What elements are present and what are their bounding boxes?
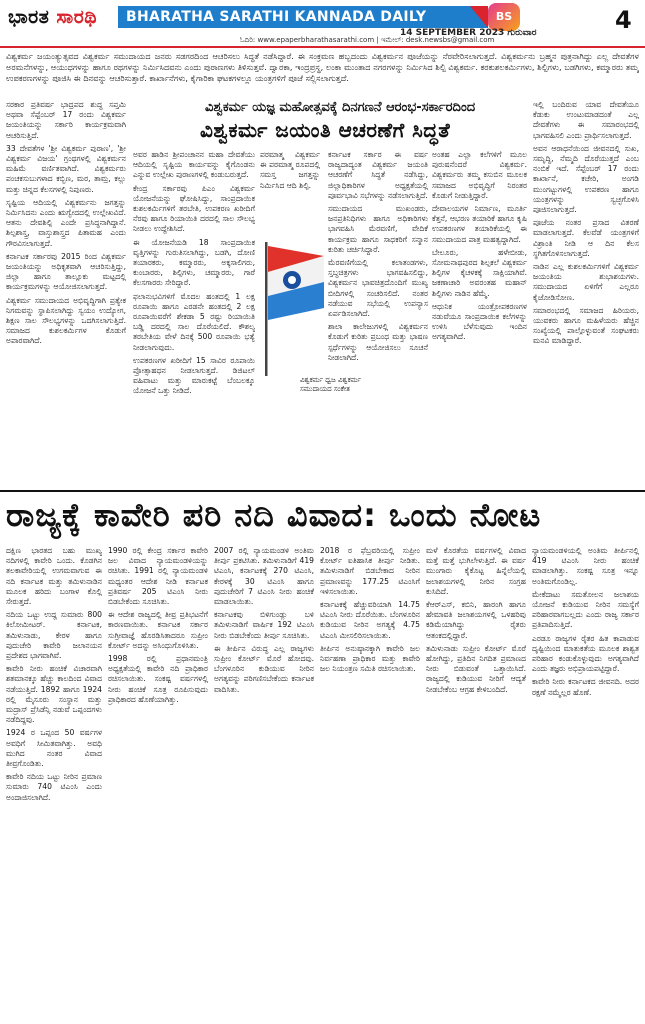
paragraph: 2007 ರಲ್ಲಿ ನ್ಯಾಯಮಂಡಳಿ ಅಂತಿಮ ತೀರ್ಪು ಪ್ರಕಟಿಸಿತು. ತಮಿಳುನಾಡಿಗೆ 419 ಟಿಎಂಸಿ, ಕರ್ನಾಟಕಕ್ಕೆ 270 ಟಿಎಂಸಿ, ಕೇರಳಕ್ಕೆ 30 ಟಿಎಂಸಿ ಹಾಗೂ ಪುದುಚೇರಿಗೆ 7 ಟಿಎಂಸಿ ನೀರು ಹಂಚಿಕೆ ಮಾಡಲಾಯಿತು. <box>214 546 314 607</box>
brand-logo-text <box>8 6 97 28</box>
paragraph: ಸಮಾರಂಭದಲ್ಲಿ ಸಮಾಜದ ಹಿರಿಯರು, ಯುವಕರು ಹಾಗೂ ಮಹಿಳೆಯರು ಹೆಚ್ಚಿನ ಸಂಖ್ಯೆಯಲ್ಲಿ ಪಾಲ್ಗೊಳ್ಳುವಂತೆ ಸಂಘಟಕರು ಮನವಿ ಮಾಡಿದ್ದಾರೆ. <box>533 305 639 346</box>
flag-emblem-center <box>288 276 296 284</box>
paragraph: ಈ ಆದೇಶ ರಾಜ್ಯದಲ್ಲಿ ತೀವ್ರ ಪ್ರತಿಭಟನೆಗೆ ಕಾರಣವಾಯಿತು. ಕರ್ನಾಟಕ ಸರ್ಕಾರ ಸುಗ್ರೀವಾಜ್ಞೆ ಹೊರಡಿಸಿತಾದರೂ ಸುಪ್ರೀಂ ಕೋರ್ಟ್ ಅದನ್ನು ಅಸಿಂಧುಗೊಳಿಸಿತು. <box>108 610 208 650</box>
banner-accent-shape <box>470 6 488 28</box>
masthead-subline: ಓದಿರಿ: www.epaperbharathasarathi.com | ಇಮೇಲ್: desk.newsbs@gmail.com <box>240 36 495 44</box>
paragraph: ಶಾಲಾ ಕಾಲೇಜುಗಳಲ್ಲಿ ವಿಶ್ವಕರ್ಮನ ಕೊಡುಗೆ ಕುರಿತು ಪ್ರಬಂಧ ಮತ್ತು ಭಾಷಣ ಸ್ಪರ್ಧೆಗಳನ್ನು ಆಯೋಜಿಸಲು ಸೂಚನೆ ನೀಡಲಾಗಿದೆ. <box>328 322 428 362</box>
section-separator <box>0 490 645 492</box>
top-article-headline: ವಿಶ್ವಕರ್ಮ ಜಯಂತಿ ಆಚರಣೆಗೆ ಸಿದ್ಧತೆ <box>200 118 451 142</box>
paragraph: ಬೇಲೂರು, ಹಳೇಬೀಡು, ಸೋಮನಾಥಪುರದ ಶಿಲ್ಪಕಲೆ ವಿಶ್ವಕರ್ಮ ಶಿಲ್ಪಿಗಳ ಕೈಚಳಕಕ್ಕೆ ಸಾಕ್ಷಿಯಾಗಿವೆ. ಜಕಣಾಚಾರಿ ಅವರಂತಹ ಮಹಾನ್ ಶಿಲ್ಪಿಗಳು ನಾಡಿನ ಹೆಮ್ಮೆ. <box>432 247 527 298</box>
paragraph: ಕರ್ನಾಟಕ ಸರ್ಕಾರ ಈ ವರ್ಷ ರಾಜ್ಯದಾದ್ಯಂತ ವಿಶ್ವಕರ್ಮ ಜಯಂತಿ ಆಚರಣೆಗೆ ಸಿದ್ಧತೆ ನಡೆಸಿದ್ದು, ಜಿಲ್ಲಾಧಿಕಾರಿಗಳ ಅಧ್ಯಕ್ಷತೆಯಲ್ಲಿ ಪೂರ್ವಭಾವಿ ಸಭೆಗಳನ್ನು ನಡೆಸಲಾಗುತ್ತಿದೆ. <box>328 150 428 200</box>
issue-date: 14 SEPTEMBER 2023 ಗುರುವಾರ <box>400 28 537 38</box>
paragraph: 1924 ರ ಒಪ್ಪಂದ 50 ವರ್ಷಗಳ ಅವಧಿಗೆ ಸೀಮಿತವಾಗಿತ್ತು. ಅವಧಿ ಮುಗಿದ ನಂತರ ವಿವಾದ ತೀವ್ರಗೊಂಡಿತು. <box>6 728 102 769</box>
paragraph: ಕೇಂದ್ರ ಸರ್ಕಾರವು ಪಿಎಂ ವಿಶ್ವಕರ್ಮ ಯೋಜನೆಯನ್ನು ಘೋಷಿಸಿದ್ದು, ಸಾಂಪ್ರದಾಯಿಕ ಕುಶಲಕರ್ಮಿಗಳಿಗೆ ತರಬೇತಿ, ಉಪಕರಣ ಖರೀದಿಗೆ ನೆರವು ಹಾಗೂ ರಿಯಾಯಿತಿ ದರದಲ್ಲಿ ಸಾಲ ಸೌಲಭ್ಯ ನೀಡಲು ಉದ್ದೇಶಿಸಿದೆ. <box>133 183 255 234</box>
paragraph: ಸರಕಾರ ಪ್ರತಿವರ್ಷ ಭಾದ್ರಪದ ಶುದ್ಧ ಸಪ್ತಮಿ ಅಥವಾ ಸೆಪ್ಟೆಂಬರ್ 17 ರಂದು ವಿಶ್ವಕರ್ಮ ಜಯಂತಿಯನ್ನು ಸರ್ಕಾರಿ ಕಾರ್ಯಕ್ರಮವಾಗಿ ಆಚರಿಸುತ್ತಿದೆ. <box>6 100 126 140</box>
paragraph: ಕಾವೇರಿ ನದಿಯ ಒಟ್ಟು ನೀರಿನ ಪ್ರಮಾಣ ಸುಮಾರು 740 ಟಿಎಂಸಿ ಎಂದು ಅಂದಾಜಿಸಲಾಗಿದೆ. <box>6 772 102 802</box>
paragraph: ನದಿಯ ಒಟ್ಟು ಉದ್ದ ಸುಮಾರು 800 ಕಿಲೋಮೀಟರ್. ಕರ್ನಾಟಕ, ತಮಿಳುನಾಡು, ಕೇರಳ ಹಾಗೂ ಪುದುಚೇರಿ ಕಾವೇರಿ ಜಲಾನಯನ ಪ್ರದೇಶದ ಭಾಗವಾಗಿವೆ. <box>6 610 102 661</box>
bottom-article-column-5 <box>426 546 526 1020</box>
top-article-column-2 <box>133 150 255 486</box>
paragraph: ಎರಡೂ ರಾಜ್ಯಗಳ ರೈತರ ಹಿತ ಕಾಪಾಡುವ ದೃಷ್ಟಿಯಿಂದ ಮಾತುಕತೆಯ ಮೂಲಕ ಶಾಶ್ವತ ಪರಿಹಾರ ಕಂಡುಕೊಳ್ಳುವುದು ಅಗತ್ಯವಾಗಿದೆ ಎಂದು ತಜ್ಞರು ಅಭಿಪ್ರಾಯಪಟ್ಟಿದ್ದಾರೆ. <box>532 633 639 674</box>
top-article-kicker: ವಿಶ್ವಕರ್ಮ ಯಜ್ಞ ಮಹೋತ್ಸವಕ್ಕೆ ದಿನಗಣನೆ ಆರಂಭ-ಸರ್ಕಾರದಿಂದ <box>205 100 476 115</box>
paragraph: ಪೂಜೆಯ ನಂತರ ಪ್ರಸಾದ ವಿತರಣೆ ಮಾಡಲಾಗುತ್ತದೆ. ಕೆಲವೆಡೆ ಯಂತ್ರಗಳಿಗೆ ವಿಶ್ರಾಂತಿ ನೀಡಿ ಆ ದಿನ ಕೆಲಸ ಸ್ಥಗಿತಗೊಳಿಸಲಾಗುತ್ತದೆ. <box>533 218 639 258</box>
top-article-column-5 <box>432 150 527 486</box>
top-article-column-3 <box>260 150 320 240</box>
page-number: 4 <box>615 6 632 34</box>
paragraph: ಮೆರವಣಿಗೆಯಲ್ಲಿ ಕಲಾತಂಡಗಳು, ಸ್ತಬ್ಧಚಿತ್ರಗಳು ಭಾಗವಹಿಸಲಿದ್ದು, ವಿಶ್ವಕರ್ಮನ ಭಾವಚಿತ್ರದೊಂದಿಗೆ ಮುಖ್ಯ ಬೀದಿಗಳಲ್ಲಿ ಸಂಚರಿಸಲಿದೆ. ನಂತರ ನಡೆಯುವ ಸಭೆಯಲ್ಲಿ ಉಪನ್ಯಾಸ ಏರ್ಪಡಿಸಲಾಗಿದೆ. <box>328 258 428 319</box>
paragraph: ಕಾವೇರಿ ನೀರು ಹಂಚಿಕೆ ವಿಚಾರವಾಗಿ ಶತಮಾನಕ್ಕೂ ಹೆಚ್ಚು ಕಾಲದಿಂದ ವಿವಾದ ನಡೆಯುತ್ತಿದೆ. 1892 ಹಾಗೂ 1924 ರಲ್ಲಿ ಮೈಸೂರು ಸಂಸ್ಥಾನ ಮತ್ತು ಮದ್ರಾಸ್ ಪ್ರೆಸಿಡೆನ್ಸಿ ನಡುವೆ ಒಪ್ಪಂದಗಳು ನಡೆದಿದ್ದವು. <box>6 664 102 725</box>
paragraph: ಸಮುದಾಯದ ಮುಖಂಡರು, ಜನಪ್ರತಿನಿಧಿಗಳು ಹಾಗೂ ಅಧಿಕಾರಿಗಳು ಭಾಗವಹಿಸಿ ಮೆರವಣಿಗೆ, ವೇದಿಕೆ ಕಾರ್ಯಕ್ರಮ ಹಾಗೂ ಸಾಧಕರಿಗೆ ಸನ್ಮಾನ ಕುರಿತು ಚರ್ಚಿಸಿದ್ದಾರೆ. <box>328 204 428 254</box>
vishwakarma-flag-image <box>262 238 328 378</box>
flag-caption: ವಿಶ್ವಕರ್ಮ ಧ್ವಜ ವಿಶ್ವಕರ್ಮ ಸಮುದಾಯದ ಸಂಕೇತ <box>300 376 362 393</box>
bottom-article-column-1 <box>6 546 102 1020</box>
paragraph: ಕರ್ನಾಟಕವು ಬಿಳಿಗುಂಡ್ಲು ಬಳಿ ತಮಿಳುನಾಡಿಗೆ ವಾರ್ಷಿಕ 192 ಟಿಎಂಸಿ ನೀರು ಬಿಡಬೇಕೆಂದು ತೀರ್ಪು ಸೂಚಿಸಿತು. <box>214 610 314 640</box>
paragraph: ಮೇಕೆದಾಟು ಸಮತೋಲನ ಜಲಾಶಯ ಯೋಜನೆ ಕುಡಿಯುವ ನೀರಿನ ಸಮಸ್ಯೆಗೆ ಪರಿಹಾರವಾಗಬಲ್ಲದು ಎಂದು ರಾಜ್ಯ ಸರ್ಕಾರ ಪ್ರತಿಪಾದಿಸುತ್ತಿದೆ. <box>532 589 639 630</box>
paragraph: ಮಳೆ ಕೊರತೆಯ ವರ್ಷಗಳಲ್ಲಿ ವಿವಾದ ಮತ್ತೆ ಮತ್ತೆ ಭುಗಿಲೇಳುತ್ತಿದೆ. ಈ ವರ್ಷ ಮುಂಗಾರು ಕೈಕೊಟ್ಟ ಹಿನ್ನೆಲೆಯಲ್ಲಿ ಜಲಾಶಯಗಳಲ್ಲಿ ನೀರಿನ ಸಂಗ್ರಹ ಕುಸಿದಿದೆ. <box>426 546 526 596</box>
bottom-article-column-2 <box>108 546 208 1020</box>
paragraph: ಕರ್ನಾಟಕಕ್ಕೆ ಹೆಚ್ಚುವರಿಯಾಗಿ 14.75 ಟಿಎಂಸಿ ನೀರು ದೊರೆಯಿತು. ಬೆಂಗಳೂರಿನ ಕುಡಿಯುವ ನೀರಿನ ಅಗತ್ಯಕ್ಕೆ 4.75 ಟಿಎಂಸಿ ಮೀಸಲಿರಿಸಲಾಯಿತು. <box>320 600 420 640</box>
paragraph: ಈ ಯೋಜನೆಯಡಿ 18 ಸಾಂಪ್ರದಾಯಿಕ ವೃತ್ತಿಗಳನ್ನು ಗುರುತಿಸಲಾಗಿದ್ದು, ಬಡಗಿ, ದೋಣಿ ತಯಾರಕರು, ಕಮ್ಮಾರರು, ಅಕ್ಕಸಾಲಿಗರು, ಕುಂಬಾರರು, ಶಿಲ್ಪಿಗಳು, ಚಮ್ಮಾರರು, ಗಾರೆ ಕೆಲಸಗಾರರು ಸೇರಿದ್ದಾರೆ. <box>133 237 255 288</box>
bottom-article-headline: ರಾಜ್ಯಕ್ಕೆ ಕಾವೇರಿ ಪರಿ ನದಿ ವಿವಾದ: ಒಂದು ನೋಟ <box>6 496 542 534</box>
top-article-column-6 <box>533 100 639 486</box>
paragraph: ಉಪಕರಣಗಳ ಖರೀದಿಗೆ 15 ಸಾವಿರ ರೂಪಾಯಿ ಪ್ರೋತ್ಸಾಹಧನ ನೀಡಲಾಗುತ್ತದೆ. ಡಿಜಿಟಲ್ ವಹಿವಾಟು ಮತ್ತು ಮಾರುಕಟ್ಟೆ ಬೆಂಬಲಕ್ಕೂ ಯೋಜನೆ ಒತ್ತು ನೀಡಿದೆ. <box>133 355 255 396</box>
masthead-rule <box>0 46 645 48</box>
brand-accent: ಸಾರಥಿ <box>56 6 98 28</box>
intro-strip: ವಿಶ್ವಕರ್ಮ ಜಯಂತ್ಯುತ್ಸವದ ವಿಶ್ವಕರ್ಮ ಸಮುದಾಯದ ಜನರು ಸಡಗರದಿಂದ ಆಚರಿಸಲು ಸಿದ್ಧತೆ ನಡೆಸಿದ್ದಾರೆ. ಈ ಸಂಕ್ರಮಣ ಹಬ್ಬದಂದು ವಿಶ್ವಕರ್ಮನ ಪೂಜೆಯನ್ನು ನೆರವೇರಿಸಲಾಗುತ್ತದೆ. ವಿಶ್ವಕರ್ಮನು ಬ್ರಹ್ಮನ ಪುತ್ರನಾಗಿದ್ದು ಎಲ್ಲ ದೇವತೆಗಳ ಅರಮನೆಗಳನ್ನು, ಆಯುಧಗಳನ್ನು ಹಾಗೂ ರಥಗಳನ್ನು ನಿರ್ಮಿಸಿದವನು ಎಂದು ಪುರಾಣಗಳು ತಿಳಿಸುತ್ತವೆ. ದ್ವಾರಕಾ, ಇಂದ್ರಪ್ರಸ್ಥ, ಲಂಕಾ ಮುಂತಾದ ನಗರಗಳನ್ನು ನಿರ್ಮಿಸಿದ ಶಿಲ್ಪಿ ವಿಶ್ವಕರ್ಮ. ಕರಕುಶಲಕರ್ಮಿಗಳು, ಶಿಲ್ಪಿಗಳು, ಬಡಗಿಗಳು, ಕಮ್ಮಾರರು ತಮ್ಮ ಉಪಕರಣಗಳನ್ನು ಪೂಜಿಸಿ ಈ ದಿನವನ್ನು ಆಚರಿಸುತ್ತಾರೆ. ಕಾರ್ಖಾನೆಗಳು, ಕೈಗಾರಿಕಾ ಘಟಕಗಳಲ್ಲೂ ಯಂತ್ರಗಳಿಗೆ ಪೂಜೆ ಸಲ್ಲಿಸಲಾಗುತ್ತದೆ. <box>6 51 639 83</box>
paragraph: ಅಂತಹ ಎಲ್ಲಾ ಕಲೆಗಳಿಗೆ ಮೂಲ ಪುರುಷನೆಂದರೆ ವಿಶ್ವಕರ್ಮ. ವಿಶ್ವಕರ್ಮರು ತಮ್ಮ ಕಸುಬಿನ ಮೂಲಕ ಸಮಾಜದ ಅಭಿವೃದ್ಧಿಗೆ ನಿರಂತರ ಕೊಡುಗೆ ನೀಡುತ್ತಿದ್ದಾರೆ. <box>432 150 527 200</box>
paragraph: 33 ದೇವತೆಗಳ 'ಶ್ರೀ ವಿಶ್ವಕರ್ಮ ಪುರಾಣ', 'ಶ್ರೀ ವಿಶ್ವಕರ್ಮ ವಿಜಯ' ಗ್ರಂಥಗಳಲ್ಲಿ ವಿಶ್ವಕರ್ಮನ ಮಹಿಮೆ ವರ್ಣಿತವಾಗಿದೆ. ವಿಶ್ವಕರ್ಮರು ಪಂಚಕಸುಬುಗಳಾದ ಕಬ್ಬಿಣ, ಮರ, ತಾಮ್ರ, ಕಲ್ಲು ಮತ್ತು ಚಿನ್ನದ ಕೆಲಸಗಳಲ್ಲಿ ನಿಪುಣರು. <box>6 143 126 194</box>
flag-pole <box>265 242 268 376</box>
paragraph: ದಕ್ಷಿಣ ಭಾರತದ ಬಹು ಮುಖ್ಯ ನದಿಗಳಲ್ಲಿ ಕಾವೇರಿ ಒಂದು. ಕೊಡಗಿನ ತಲಕಾವೇರಿಯಲ್ಲಿ ಉಗಮವಾಗುವ ಈ ನದಿ ಕರ್ನಾಟಕ ಮತ್ತು ತಮಿಳುನಾಡಿನ ಮೂಲಕ ಹರಿದು ಬಂಗಾಳ ಕೊಲ್ಲಿ ಸೇರುತ್ತದೆ. <box>6 546 102 607</box>
paragraph: ಈ ತೀರ್ಪಿನ ವಿರುದ್ಧ ಎಲ್ಲ ರಾಜ್ಯಗಳು ಸುಪ್ರೀಂ ಕೋರ್ಟ್ ಮೊರೆ ಹೋದವು. ಬೆಂಗಳೂರಿನ ಕುಡಿಯುವ ನೀರಿನ ಅಗತ್ಯವನ್ನು ಪರಿಗಣಿಸಬೇಕೆಂದು ಕರ್ನಾಟಕ ವಾದಿಸಿತು. <box>214 643 314 694</box>
paragraph: ನ್ಯಾಯಮಂಡಳಿಯಲ್ಲಿ ಅಂತಿಮ ತೀರ್ಪಿನಲ್ಲಿ 419 ಟಿಎಂಸಿ ನೀರು ಹಂಚಿಕೆ ಮಾಡಲಾಗಿತ್ತು. ಸಂಕಷ್ಟ ಸೂತ್ರ ಇನ್ನೂ ಅಂತಿಮಗೊಂಡಿಲ್ಲ. <box>532 546 639 586</box>
paragraph: ತಮಿಳುನಾಡು ಸುಪ್ರೀಂ ಕೋರ್ಟ್ ಮೊರೆ ಹೋಗಿದ್ದು, ಪ್ರತಿದಿನ ನಿಗದಿತ ಪ್ರಮಾಣದ ನೀರು ಬಿಡುವಂತೆ ಒತ್ತಾಯಿಸಿದೆ. ರಾಜ್ಯದಲ್ಲಿ ಕುಡಿಯುವ ನೀರಿಗೆ ಆದ್ಯತೆ ನೀಡಬೇಕೆಂಬ ಆಗ್ರಹ ಕೇಳಿಬಂದಿದೆ. <box>426 643 526 694</box>
paragraph: ಕೆಆರ್‌ಎಸ್, ಕಬಿನಿ, ಹಾರಂಗಿ ಹಾಗೂ ಹೇಮಾವತಿ ಜಲಾಶಯಗಳಲ್ಲಿ ಒಳಹರಿವು ಕಡಿಮೆಯಾಗಿದ್ದು ರೈತರು ಆತಂಕದಲ್ಲಿದ್ದಾರೆ. <box>426 600 526 640</box>
paragraph: ಆಧುನಿಕ ಯಂತ್ರೋಪಕರಣಗಳ ನಡುವೆಯೂ ಸಾಂಪ್ರದಾಯಿಕ ಕಲೆಗಳನ್ನು ಉಳಿಸಿ ಬೆಳೆಸುವುದು ಇಂದಿನ ಅಗತ್ಯವಾಗಿದೆ. <box>432 301 527 342</box>
paragraph: ಅವರ ಹಾಡಿನ ಶ್ರೀಪಂಚಾನನ ಮಹಾ ದೇವತೆಯು ಆದಿಯಲ್ಲಿ ಸೃಷ್ಟಿಯ ಕಾರ್ಯವನ್ನು ಕೈಗೊಂಡನು ಎನ್ನುವ ಉಲ್ಲೇಖ ಪುರಾಣಗಳಲ್ಲಿ ಕಂಡುಬರುತ್ತದೆ. <box>133 150 255 180</box>
paragraph: ಪರಮಾತ್ಮ ವಿಶ್ವಕರ್ಮ ಈ ಪರಮಾತ್ಮ ರೂಪದಲ್ಲಿ ಸಮಸ್ತ ಜಗತ್ತನ್ನು ನಿರ್ಮಿಸಿದ ಆದಿ ಶಿಲ್ಪಿ. <box>260 150 320 190</box>
paragraph: ನಾಡಿನ ಎಲ್ಲ ಕುಶಲಕರ್ಮಿಗಳಿಗೆ ವಿಶ್ವಕರ್ಮ ಜಯಂತಿಯ ಶುಭಾಶಯಗಳು. ಸಮುದಾಯದ ಏಳಿಗೆಗೆ ಎಲ್ಲರೂ ಕೈಜೋಡಿಸೋಣ. <box>533 262 639 302</box>
paragraph: ಫಲಾನುಭವಿಗಳಿಗೆ ಮೊದಲ ಹಂತದಲ್ಲಿ 1 ಲಕ್ಷ ರೂಪಾಯಿ ಹಾಗೂ ಎರಡನೇ ಹಂತದಲ್ಲಿ 2 ಲಕ್ಷ ರೂಪಾಯಿವರೆಗೆ ಶೇಕಡಾ 5 ರಷ್ಟು ರಿಯಾಯಿತಿ ಬಡ್ಡಿ ದರದಲ್ಲಿ ಸಾಲ ದೊರೆಯಲಿದೆ. ಕೌಶಲ್ಯ ತರಬೇತಿಯ ವೇಳೆ ದಿನಕ್ಕೆ 500 ರೂಪಾಯಿ ಭತ್ಯೆ ನೀಡಲಾಗುವುದು. <box>133 291 255 352</box>
paragraph: ಅವನ ಆರಾಧನೆಯಿಂದ ಜೀವನದಲ್ಲಿ ಸುಖ, ಸಮೃದ್ಧಿ, ನೆಮ್ಮದಿ ದೊರೆಯುತ್ತದೆ ಎಂಬ ನಂಬಿಕೆ ಇದೆ. ಸೆಪ್ಟೆಂಬರ್ 17 ರಂದು ಕಾರ್ಖಾನೆ, ಕಚೇರಿ, ಅಂಗಡಿ ಮುಂಗಟ್ಟುಗಳಲ್ಲಿ ಉಪಕರಣ ಹಾಗೂ ಯಂತ್ರಗಳನ್ನು ಸ್ವಚ್ಛಗೊಳಿಸಿ ಪೂಜಿಸಲಾಗುತ್ತದೆ. <box>533 143 639 215</box>
bottom-article-column-4 <box>320 546 420 1020</box>
paper-name-banner: BHARATHA SARATHI KANNADA DAILY <box>118 6 488 28</box>
bs-logo-icon: BS <box>488 3 520 31</box>
paragraph: ತೀರ್ಪಿನ ಅನುಷ್ಠಾನಕ್ಕಾಗಿ ಕಾವೇರಿ ಜಲ ನಿರ್ವಹಣಾ ಪ್ರಾಧಿಕಾರ ಮತ್ತು ಕಾವೇರಿ ಜಲ ನಿಯಂತ್ರಣ ಸಮಿತಿ ರಚಿಸಲಾಯಿತು. <box>320 643 420 674</box>
paragraph: ವಿಶ್ವಕರ್ಮ ಸಮುದಾಯದ ಅಭಿವೃದ್ಧಿಗಾಗಿ ಪ್ರತ್ಯೇಕ ನಿಗಮವನ್ನು ಸ್ಥಾಪಿಸಲಾಗಿದ್ದು ಸ್ವಯಂ ಉದ್ಯೋಗ, ಶಿಕ್ಷಣ ಸಾಲ ಸೌಲಭ್ಯಗಳನ್ನು ಒದಗಿಸಲಾಗುತ್ತಿದೆ. ಸಮಾಜದ ಕುಶಲಕರ್ಮಿಗಳ ಕೊಡುಗೆ ಅಪಾರವಾಗಿದೆ. <box>6 295 126 346</box>
paragraph: 1998 ರಲ್ಲಿ ಪ್ರಧಾನಮಂತ್ರಿ ಅಧ್ಯಕ್ಷತೆಯಲ್ಲಿ ಕಾವೇರಿ ನದಿ ಪ್ರಾಧಿಕಾರ ರಚಿಸಲಾಯಿತು. ಸಂಕಷ್ಟ ವರ್ಷಗಳಲ್ಲಿ ನೀರು ಹಂಚಿಕೆ ಸೂತ್ರ ರೂಪಿಸುವುದು ಪ್ರಾಧಿಕಾರದ ಹೊಣೆಯಾಗಿತ್ತು. <box>108 654 208 704</box>
masthead <box>0 0 645 44</box>
paragraph: ಕರ್ನಾಟಕ ಸರ್ಕಾರವು 2015 ರಿಂದ ವಿಶ್ವಕರ್ಮ ಜಯಂತಿಯನ್ನು ಅಧಿಕೃತವಾಗಿ ಆಚರಿಸುತ್ತಿದ್ದು, ಜಿಲ್ಲಾ ಹಾಗೂ ತಾಲ್ಲೂಕು ಮಟ್ಟದಲ್ಲಿ ಕಾರ್ಯಕ್ರಮಗಳನ್ನು ಆಯೋಜಿಸಲಾಗುತ್ತದೆ. <box>6 251 126 292</box>
paragraph: ಕಾವೇರಿ ನೀರು ಕರ್ನಾಟಕದ ಜೀವನದಿ. ಅದರ ರಕ್ಷಣೆ ನಮ್ಮೆಲ್ಲರ ಹೊಣೆ. <box>532 677 639 697</box>
paragraph: 1990 ರಲ್ಲಿ ಕೇಂದ್ರ ಸರ್ಕಾರ ಕಾವೇರಿ ಜಲ ವಿವಾದ ನ್ಯಾಯಮಂಡಳಿಯನ್ನು ರಚಿಸಿತು. 1991 ರಲ್ಲಿ ನ್ಯಾಯಮಂಡಳಿ ಮಧ್ಯಂತರ ಆದೇಶ ನೀಡಿ ಕರ್ನಾಟಕ ಪ್ರತಿವರ್ಷ 205 ಟಿಎಂಸಿ ನೀರು ಬಿಡಬೇಕೆಂದು ಸೂಚಿಸಿತು. <box>108 546 208 607</box>
paragraph: 2018 ರ ಫೆಬ್ರವರಿಯಲ್ಲಿ ಸುಪ್ರೀಂ ಕೋರ್ಟ್ ಐತಿಹಾಸಿಕ ತೀರ್ಪು ನೀಡಿತು. ತಮಿಳುನಾಡಿಗೆ ಬಿಡಬೇಕಾದ ನೀರಿನ ಪ್ರಮಾಣವನ್ನು 177.25 ಟಿಎಂಸಿಗೆ ಇಳಿಸಲಾಯಿತು. <box>320 546 420 596</box>
top-article-column-1 <box>6 100 126 486</box>
brand-main: ಭಾರತ <box>8 6 57 28</box>
paragraph: ಇಲ್ಲಿ ಬಂದಿರುವ ಯಾವ ದೇವತೆಯೂ ಕೆಡುಕು ಉಂಟುಮಾಡದಂತೆ ಎಲ್ಲ ದೇವತೆಗಳು ಈ ಸಮಾರಂಭದಲ್ಲಿ ಭಾಗವಹಿಸಲಿ ಎಂದು ಪ್ರಾರ್ಥಿಸಲಾಗುತ್ತದೆ. <box>533 100 639 140</box>
bottom-article-column-3 <box>214 546 314 1020</box>
paragraph: ದೇವಾಲಯಗಳ ನಿರ್ಮಾಣ, ಮೂರ್ತಿ ಕೆತ್ತನೆ, ಆಭರಣ ತಯಾರಿಕೆ ಹಾಗೂ ಕೃಷಿ ಉಪಕರಣಗಳ ತಯಾರಿಕೆಯಲ್ಲಿ ಈ ಸಮುದಾಯದ ಪಾತ್ರ ಮಹತ್ವದ್ದಾಗಿದೆ. <box>432 204 527 244</box>
bottom-article-column-6 <box>532 546 639 1020</box>
top-article-column-4 <box>328 150 428 486</box>
paragraph: ಸೃಷ್ಟಿಯ ಆದಿಯಲ್ಲಿ ವಿಶ್ವಕರ್ಮನು ಜಗತ್ತನ್ನು ನಿರ್ಮಿಸಿದನು ಎಂದು ಋಗ್ವೇದದಲ್ಲಿ ಉಲ್ಲೇಖವಿದೆ. ಆತನು ದೇವಶಿಲ್ಪಿ ಎಂದೇ ಪ್ರಸಿದ್ಧನಾಗಿದ್ದಾನೆ. ಶಿಲ್ಪಶಾಸ್ತ್ರ, ವಾಸ್ತುಶಾಸ್ತ್ರದ ಪಿತಾಮಹ ಎಂದು ಗೌರವಿಸಲಾಗುತ್ತದೆ. <box>6 197 126 248</box>
